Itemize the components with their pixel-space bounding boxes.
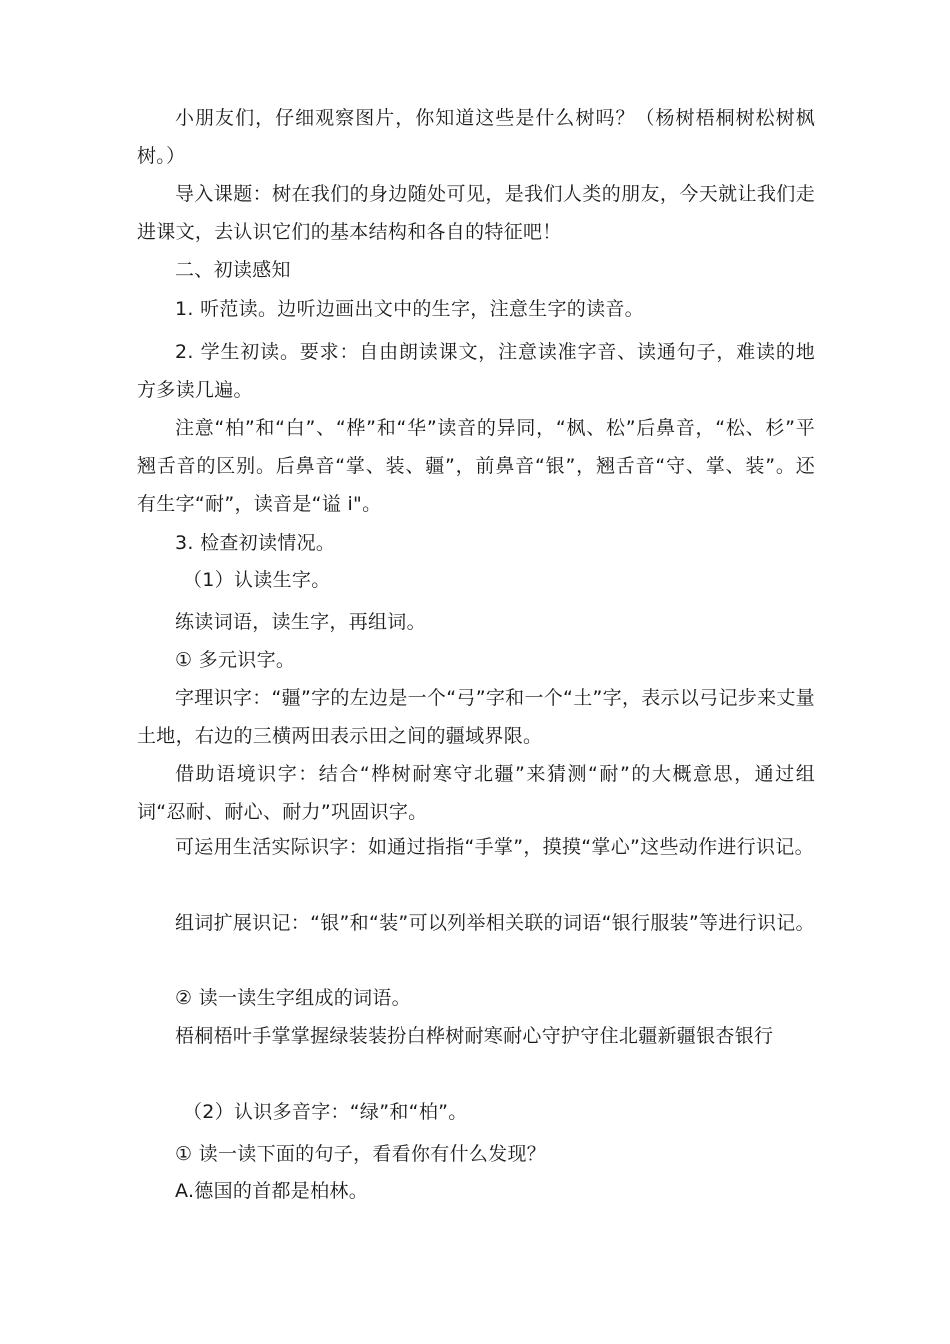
step-3: 3. 检查初读情况。 <box>175 532 336 554</box>
paragraph-context: 借助语境识字：结合“桦树耐寒守北疆”来猜测“耐”的大概意思，通过组词“忍耐、耐心、耐力”巩固识字。 <box>137 763 815 823</box>
item-circle-2: ② 读一读生字组成的词语。 <box>175 987 411 1009</box>
paragraph-intro-question: 小朋友们，仔细观察图片，你知道这些是什么树吗？（杨树梧桐树松树枫树。） <box>137 107 815 167</box>
item-circle-1: ① 多元识字。 <box>175 649 296 671</box>
paragraph-practice: 练读词语，读生字，再组词。 <box>175 611 426 633</box>
example-sentence-a: A.德国的首都是柏林。 <box>175 1180 369 1202</box>
sub-step-2: （2）认识多音字：“绿”和“柏”。 <box>183 1101 468 1123</box>
paragraph-lead-in: 导入课题：树在我们的身边随处可见，是我们人类的朋友，今天就让我们走进课文，去认识它们的基本结构和各自的特征吧！ <box>137 183 815 243</box>
item-circle-3: ① 读一读下面的句子，看看你有什么发现？ <box>175 1143 547 1165</box>
paragraph-word-list: 梧桐梧叶手掌掌握绿装装扮白桦树耐寒耐心守护守住北疆新疆银杏银行 <box>175 1025 774 1047</box>
step-2: 2. 学生初读。要求：自由朗读课文，注意读准字音、读通句子，难读的地方多读几遍。 <box>137 341 815 401</box>
paragraph-life: 可运用生活实际识字：如通过指指“手掌”，摸摸“掌心”这些动作进行识记。 <box>175 836 814 858</box>
sub-step-1: （1）认读生字。 <box>183 569 331 591</box>
paragraph-zili: 字理识字：“疆”字的左边是一个“弓”字和一个“土”字，表示以弓记步来丈量土地，右边的三横两田表示田之间的疆域界限。 <box>137 687 815 747</box>
section-heading: 二、初读感知 <box>175 259 291 281</box>
paragraph-expand: 组词扩展识记：“银”和“装”可以列举相关联的词语“银行服装”等进行识记。 <box>175 912 815 934</box>
step-1: 1. 听范读。边听边画出文中的生字，注意生字的读音。 <box>175 298 644 320</box>
paragraph-pronunciation: 注意“柏”和“白”、“桦”和“华”读音的异同，“枫、松”后鼻音，“松、杉”平翘舌音的区别。后鼻音“掌、装、疆”，前鼻音“银”，翘舌音“守、掌、装”。还有生字“耐”，读音是“谥 i"。 <box>137 417 815 515</box>
